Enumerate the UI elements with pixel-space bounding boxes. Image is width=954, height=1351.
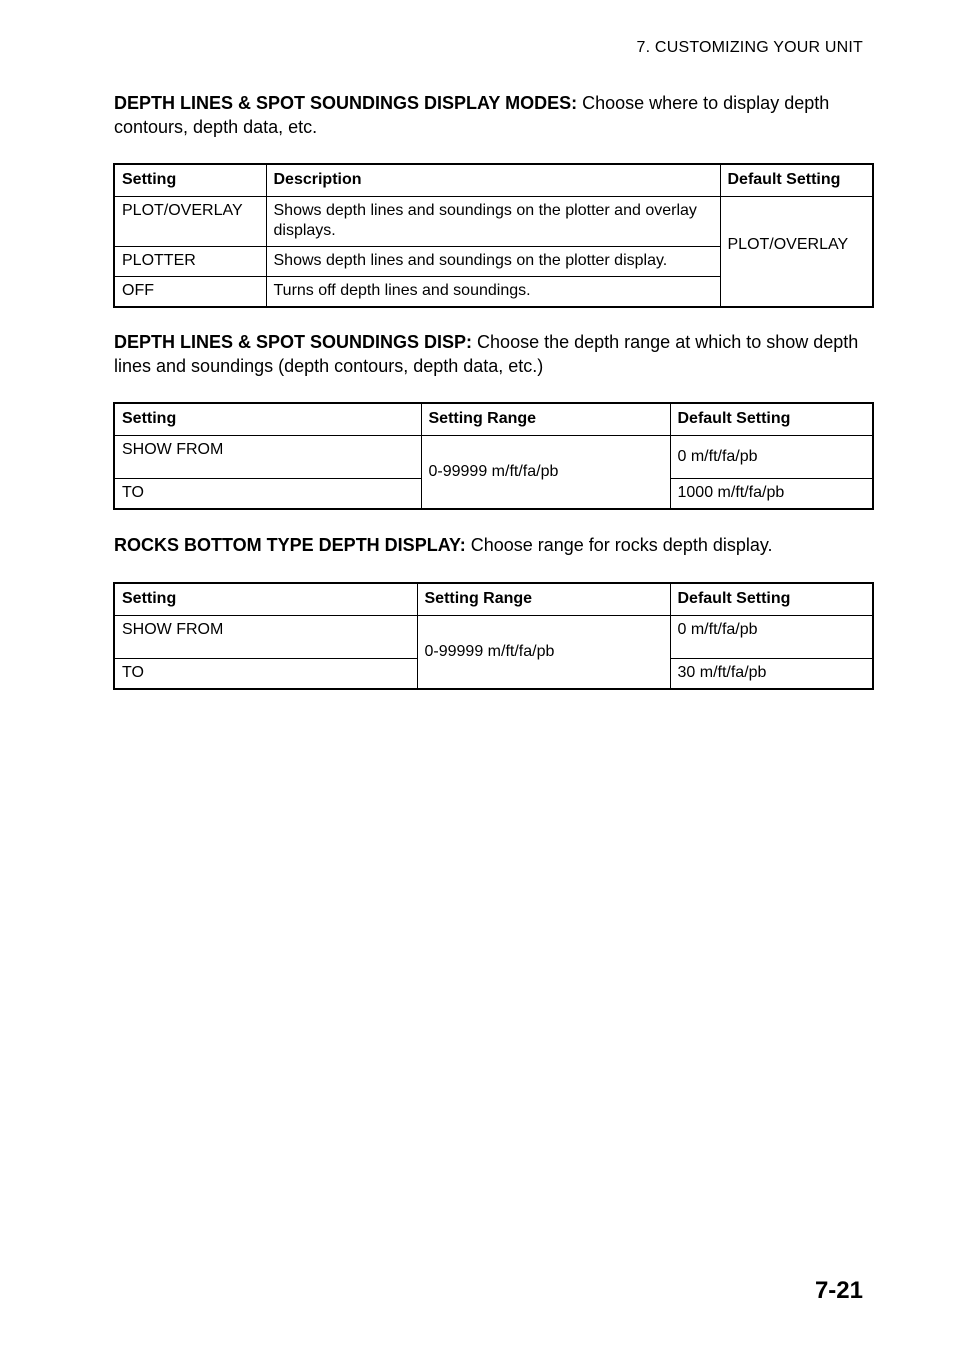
default-cell: 1000 m/ft/fa/pb <box>670 479 873 509</box>
range-cell: 0-99999 m/ft/fa/pb <box>421 436 670 509</box>
default-cell: 30 m/ft/fa/pb <box>670 659 873 689</box>
section-disp-title: DEPTH LINES & SPOT SOUNDINGS DISP: <box>114 332 473 352</box>
section-rocks-title: ROCKS BOTTOM TYPE DEPTH DISPLAY: <box>114 535 466 555</box>
table-row <box>114 616 873 659</box>
section-rocks-text: Choose range for rocks depth display. <box>465 535 773 555</box>
header-setting: Setting <box>114 583 417 616</box>
header-setting: Setting <box>114 403 421 436</box>
range-cell: 0-99999 m/ft/fa/pb <box>417 616 670 689</box>
description-cell: Turns off depth lines and soundings. <box>266 277 720 307</box>
header-setting-range: Setting Range <box>417 583 670 616</box>
description-cell: Shows depth lines and soundings on the plotter and overlay displays. <box>266 197 720 247</box>
header-description: Description <box>266 164 720 197</box>
table-header-row <box>114 164 873 197</box>
table-row <box>114 436 873 479</box>
table-row <box>114 197 873 247</box>
setting-cell: OFF <box>114 277 266 307</box>
display-modes-table <box>113 163 874 308</box>
header-default: Default Setting <box>670 403 873 436</box>
section-modes-paragraph <box>114 91 874 139</box>
default-cell: 0 m/ft/fa/pb <box>670 436 873 479</box>
section-modes-text: Choose where to display depth contours, depth data, etc. <box>114 93 830 137</box>
setting-cell: PLOT/OVERLAY <box>114 197 266 247</box>
description-cell: Shows depth lines and soundings on the plotter display. <box>266 247 720 277</box>
header-default: Default Setting <box>720 164 873 197</box>
table-header-row <box>114 583 873 616</box>
header-setting-range: Setting Range <box>421 403 670 436</box>
setting-cell: SHOW FROM <box>114 616 417 659</box>
section-rocks-paragraph <box>114 533 874 557</box>
default-cell: 0 m/ft/fa/pb <box>670 616 873 659</box>
rocks-depth-table <box>113 582 874 690</box>
running-header: 7. CUSTOMIZING YOUR UNIT <box>636 39 863 56</box>
header-setting: Setting <box>114 164 266 197</box>
setting-cell: TO <box>114 479 421 509</box>
section-disp-text: Choose the depth range at which to show depth lines and soundings (depth contours, depth data, etc.) <box>114 332 859 376</box>
setting-cell: TO <box>114 659 417 689</box>
table-header-row <box>114 403 873 436</box>
setting-cell: SHOW FROM <box>114 436 421 479</box>
setting-cell: PLOTTER <box>114 247 266 277</box>
depth-range-table <box>113 402 874 510</box>
header-default: Default Setting <box>670 583 873 616</box>
section-modes-title: DEPTH LINES & SPOT SOUNDINGS DISPLAY MODES: <box>114 93 578 113</box>
page-number: 7-21 <box>814 1277 863 1304</box>
section-disp-paragraph <box>114 330 874 378</box>
default-cell: PLOT/OVERLAY <box>720 197 873 307</box>
